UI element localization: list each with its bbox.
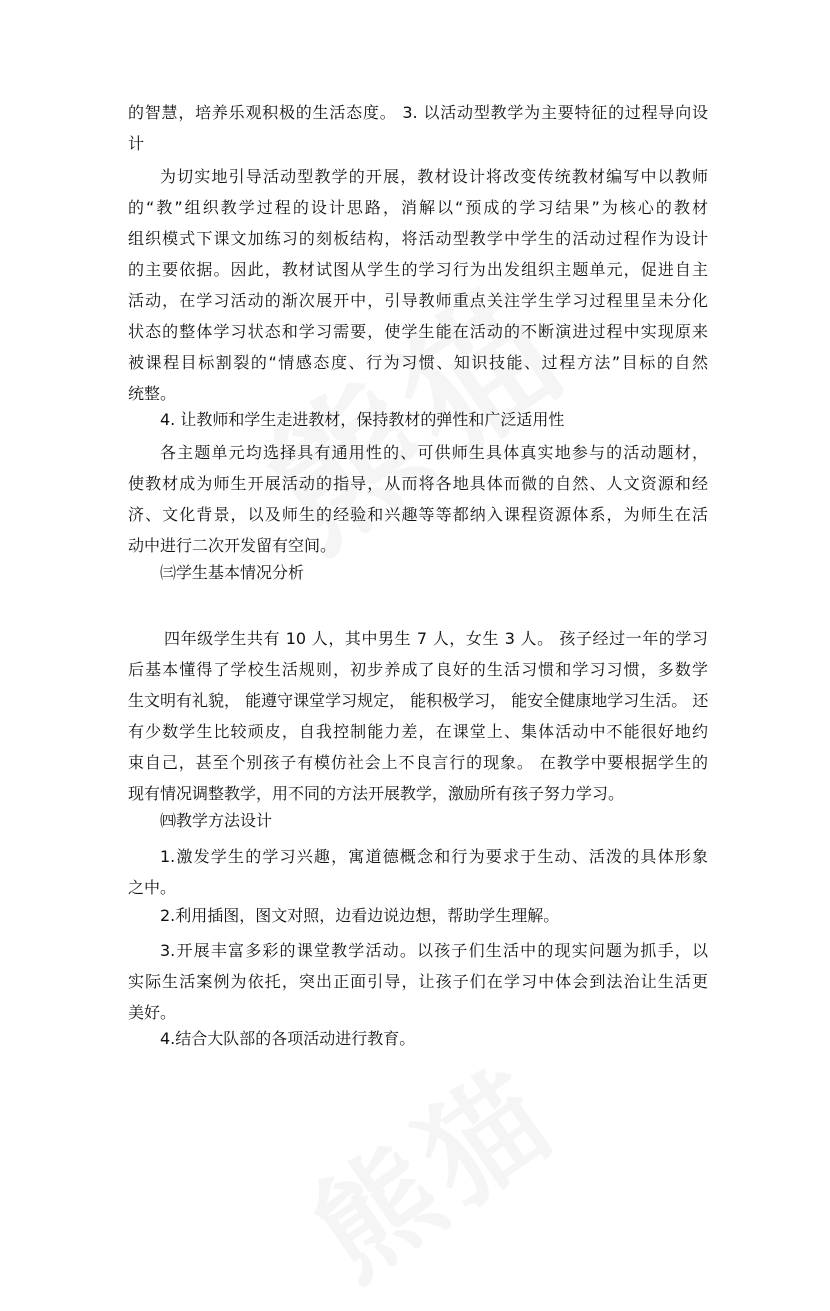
text-line: 后基本懂得了学校生活规则，初步养成了良好的生活习惯和学习习惯，多数学 bbox=[128, 660, 708, 679]
text-line: 有少数学生比较顽皮，自我控制能力差，在课堂上、集体活动中不能很好地约 bbox=[128, 722, 708, 741]
text-line: 束自己，甚至个别孩子有模仿社会上不良言行的现象。 在教学中要根据学生的 bbox=[128, 753, 708, 772]
section-heading: ㈣教学方法设计 bbox=[160, 811, 273, 830]
text-line: 活动，在学习活动的渐次展开中，引导教师重点关注学生学习过程里呈未分化 bbox=[128, 291, 708, 310]
paragraph-first-line: 各主题单元均选择具有通用性的、可供师生具体真实地参与的活动题材， bbox=[160, 443, 708, 462]
text-line: 动中进行二次开发留有空间。 bbox=[128, 536, 337, 555]
text-line: 被课程目标割裂的“情感态度、行为习惯、知识技能、过程方法”目标的自然 bbox=[128, 353, 708, 372]
text-line: 美好。 bbox=[128, 1003, 177, 1022]
watermark bbox=[274, 1021, 586, 1311]
text-line: 之中。 bbox=[128, 878, 177, 897]
watermark bbox=[217, 228, 603, 588]
paragraph-first-line: 3.开展丰富多彩的课堂教学活动。以孩子们生活中的现实问题为抓手，以 bbox=[160, 941, 708, 960]
text-line: 济、文化背景，以及师生的经验和兴趣等等都纳入课程资源体系，为师生在活 bbox=[128, 505, 708, 524]
text-line: 计 bbox=[128, 134, 145, 153]
section-heading: ㈢学生基本情况分析 bbox=[160, 563, 305, 582]
text-line: 生文明有礼貌， 能遵守课堂学习规定， 能积极学习， 能安全健康地学习生活。 还 bbox=[128, 691, 709, 710]
section-heading: 4. 让教师和学生走进教材，保持教材的弹性和广泛适用性 bbox=[160, 410, 565, 429]
text-line: 的智慧，培养乐观积极的生活态度。 3. 以活动型教学为主要特征的过程导向设 bbox=[128, 103, 708, 122]
paragraph-first-line: 为切实地引导活动型教学的开展，教材设计将改变传统教材编写中以教师 bbox=[160, 167, 708, 186]
text-line: 的“教”组织教学过程的设计思路，消解以“预成的学习结果”为核心的教材 bbox=[128, 198, 708, 217]
text-line: 实际生活案例为依托，突出正面引导，让孩子们在学习中体会到法治让生活更 bbox=[128, 972, 708, 991]
text-line: 现有情况调整教学，用不同的方法开展教学，激励所有孩子努力学习。 bbox=[128, 784, 625, 803]
paragraph-first-line: 四年级学生共有 10 人，其中男生 7 人，女生 3 人。 孩子经过一年的学习 bbox=[164, 629, 708, 648]
paragraph-first-line: 1.激发学生的学习兴趣，寓道德概念和行为要求于生动、活泼的具体形象 bbox=[160, 847, 708, 866]
text-line: 统整。 bbox=[128, 384, 177, 403]
text-line: 状态的整体学习状态和学习需要，使学生能在活动的不断演进过程中实现原来 bbox=[128, 322, 708, 341]
paragraph-first-line: 4.结合大队部的各项活动进行教育。 bbox=[160, 1029, 416, 1048]
text-line: 使教材成为师生开展活动的指导，从而将各地具体而微的自然、人文资源和经 bbox=[128, 474, 708, 493]
paragraph-first-line: 2.利用插图，图文对照，边看边说边想，帮助学生理解。 bbox=[160, 906, 560, 925]
text-line: 的主要依据。因此，教材试图从学生的学习行为出发组织主题单元，促进自主 bbox=[128, 260, 708, 279]
text-line: 组织模式下课文加练习的刻板结构，将活动型教学中学生的活动过程作为设计 bbox=[128, 229, 708, 248]
